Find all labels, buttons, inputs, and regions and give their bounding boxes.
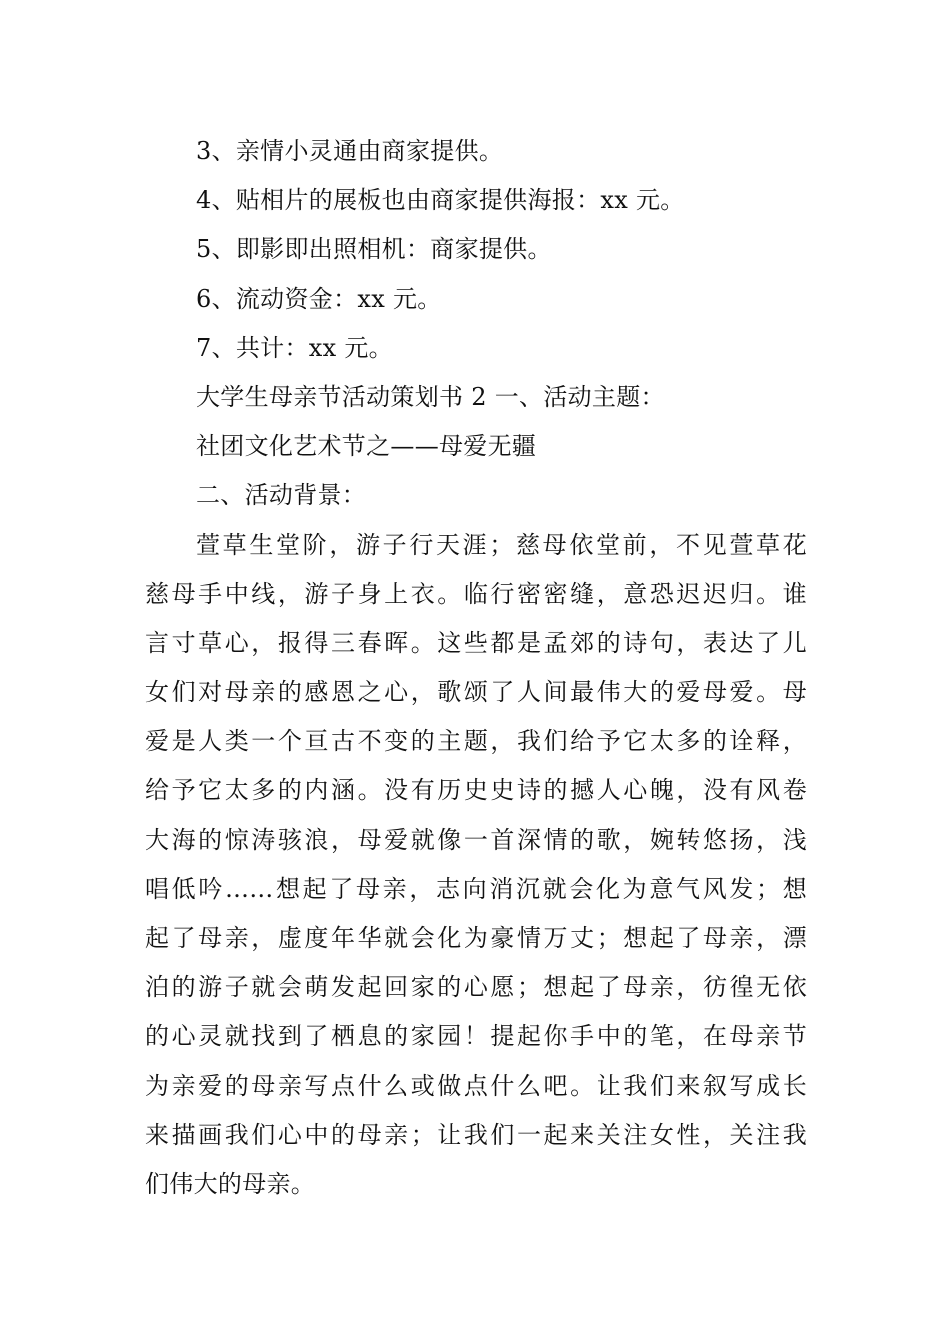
paragraph-line: 起了母亲，虚度年华就会化为豪情万丈；想起了母亲，漂 — [145, 924, 807, 952]
paragraph-line: 慈母手中线，游子身上衣。临行密密缝，意恐迟迟归。谁 — [145, 579, 807, 608]
document-body — [145, 127, 807, 1209]
paragraph-line: 泊的游子就会萌发起回家的心愿；想起了母亲，彷徨无依 — [145, 973, 807, 1002]
background-paragraph — [145, 521, 807, 1210]
document-heading: 大学生母亲节活动策划书 2 一、活动主题： — [196, 382, 665, 411]
paragraph-line: 的心灵就找到了栖息的家园！提起你手中的笔，在母亲节 — [145, 1022, 807, 1051]
paragraph-line: 萱草生堂阶，游子行天涯；慈母依堂前，不见萱草花 — [196, 530, 807, 559]
paragraph-line: 女们对母亲的感恩之心，歌颂了人间最伟大的爱母爱。母 — [145, 678, 807, 707]
list-item: 5、即影即出照相机：商家提供。 — [196, 235, 552, 264]
list-item: 3、亲情小灵通由商家提供。 — [196, 137, 504, 165]
paragraph-line: 们伟大的母亲。 — [145, 1169, 316, 1198]
list-item: 6、流动资金：xx 元。 — [196, 284, 442, 313]
paragraph-line: 言寸草心，报得三春晖。这些都是孟郊的诗句，表达了儿 — [145, 628, 807, 657]
list-item: 4、贴相片的展板也由商家提供海报：xx 元。 — [196, 186, 685, 215]
activity-theme: 社团文化艺术节之——母爱无疆 — [196, 432, 537, 461]
paragraph-line: 来描画我们心中的母亲；让我们一起来关注女性，关注我 — [145, 1120, 807, 1149]
section-title: 二、活动背景： — [196, 481, 367, 510]
paragraph-line: 为亲爱的母亲写点什么或做点什么吧。让我们来叙写成长 — [145, 1071, 807, 1100]
paragraph-line: 大海的惊涛骇浪，母爱就像一首深情的歌，婉转悠扬，浅 — [145, 825, 807, 854]
paragraph-line: 爱是人类一个亘古不变的主题，我们给予它太多的诠释， — [145, 727, 807, 756]
paragraph-line: 唱低吟……想起了母亲，志向消沉就会化为意气风发；想 — [145, 874, 807, 903]
paragraph-line: 给予它太多的内涵。没有历史史诗的撼人心魄，没有风卷 — [145, 776, 807, 805]
list-item: 7、共计：xx 元。 — [196, 333, 393, 362]
